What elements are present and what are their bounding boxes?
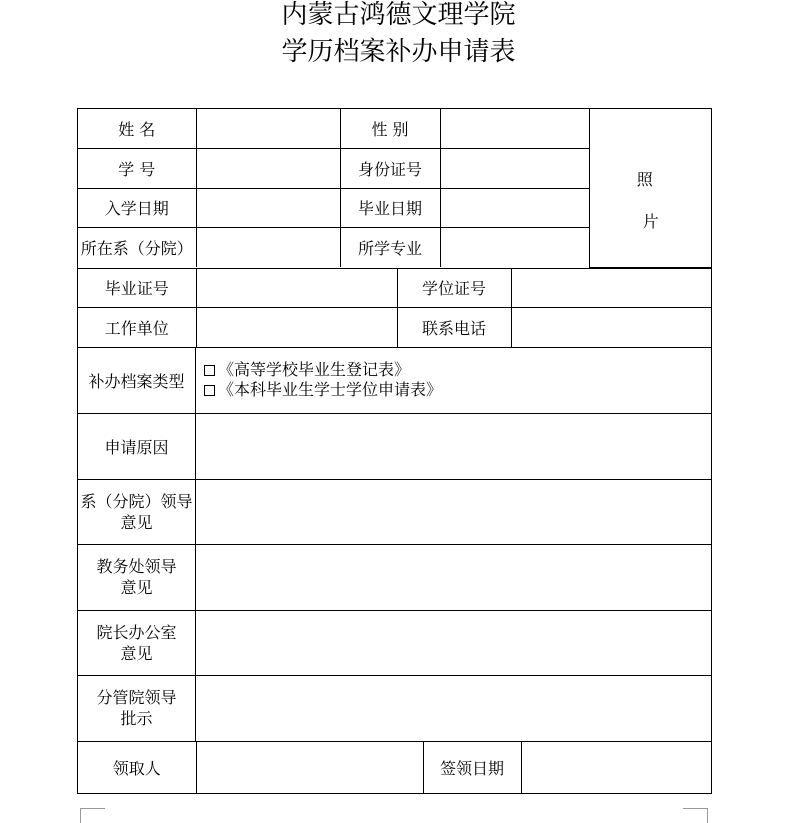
personal-info-grid xyxy=(78,109,712,268)
name-label: 姓 名 xyxy=(78,109,196,148)
academic-leader-field[interactable] xyxy=(196,544,712,610)
reason-label: 申请原因 xyxy=(78,413,196,479)
photo-label-1: 照 xyxy=(636,170,653,189)
enroll-date-label: 入学日期 xyxy=(78,188,196,227)
degree-no-field[interactable] xyxy=(511,269,712,308)
major-label: 所学专业 xyxy=(340,227,440,267)
sign-date-field[interactable] xyxy=(521,742,712,793)
form-title-line1: 内蒙古鸿德文理学院 xyxy=(281,0,516,30)
enroll-date-field[interactable] xyxy=(196,188,340,227)
employer-field[interactable] xyxy=(196,308,397,347)
academic-leader-label-line2: 意见 xyxy=(120,578,153,597)
archive-option-2-label: 《本科毕业生学士学位申请表》 xyxy=(218,380,443,399)
archive-type-options xyxy=(196,347,712,413)
photo-label-2: 片 xyxy=(642,212,659,231)
receiver-section xyxy=(78,741,712,793)
diploma-no-label: 毕业证号 xyxy=(78,269,196,308)
president-office-label xyxy=(78,610,196,675)
name-field[interactable] xyxy=(196,109,340,148)
id-no-field[interactable] xyxy=(440,148,589,188)
department-field[interactable] xyxy=(196,227,340,267)
degree-no-label: 学位证号 xyxy=(397,269,511,308)
student-no-label: 学 号 xyxy=(78,148,196,188)
vp-label-line2: 批示 xyxy=(120,709,153,728)
phone-label: 联系电话 xyxy=(397,308,511,347)
grad-date-label: 毕业日期 xyxy=(340,188,440,227)
vp-field[interactable] xyxy=(196,675,712,741)
checkbox-icon[interactable] xyxy=(204,365,215,376)
dept-leader-label-line2: 意见 xyxy=(120,512,153,532)
application-form-table xyxy=(77,108,712,794)
phone-field[interactable] xyxy=(511,308,712,347)
photo-box[interactable] xyxy=(589,109,712,267)
archive-type-label: 补办档案类型 xyxy=(78,347,196,413)
vp-label-line1: 分管院领导 xyxy=(96,688,177,707)
receiver-grid xyxy=(78,742,712,793)
academic-leader-label-line1: 教务处领导 xyxy=(96,557,177,576)
checkbox-icon[interactable] xyxy=(204,385,215,396)
department-label: 所在系（分院） xyxy=(78,227,196,267)
major-field[interactable] xyxy=(440,227,589,267)
president-office-label-line1: 院长办公室 xyxy=(96,622,177,642)
form-title-line2: 学历档案补办申请表 xyxy=(281,37,516,67)
president-office-field[interactable] xyxy=(196,610,712,675)
id-no-label: 身份证号 xyxy=(340,148,440,188)
page-corner-mark-left xyxy=(80,808,105,823)
personal-info-section xyxy=(78,109,712,269)
employer-label: 工作单位 xyxy=(78,308,196,347)
archive-option-1-label: 《高等学校毕业生登记表》 xyxy=(218,360,411,379)
certificate-section xyxy=(78,268,712,347)
gender-label: 性 别 xyxy=(340,109,440,148)
president-office-label-line2: 意见 xyxy=(120,643,153,663)
sign-date-label: 签领日期 xyxy=(423,742,521,793)
dept-leader-label-line1: 系（分院）领导 xyxy=(80,491,193,511)
academic-leader-label xyxy=(78,544,196,610)
page-corner-mark-right xyxy=(683,808,708,823)
certificate-grid xyxy=(78,269,712,347)
grad-date-field[interactable] xyxy=(440,188,589,227)
archive-option-2[interactable] xyxy=(204,380,711,400)
reason-field[interactable] xyxy=(196,413,712,479)
diploma-no-field[interactable] xyxy=(196,269,397,308)
dept-leader-field[interactable] xyxy=(196,479,712,544)
archive-option-1[interactable] xyxy=(204,360,711,380)
student-no-field[interactable] xyxy=(196,148,340,188)
vp-label xyxy=(78,675,196,741)
receiver-label: 领取人 xyxy=(78,742,196,793)
dept-leader-label xyxy=(78,479,196,544)
receiver-field[interactable] xyxy=(196,742,423,793)
gender-field[interactable] xyxy=(440,109,589,148)
